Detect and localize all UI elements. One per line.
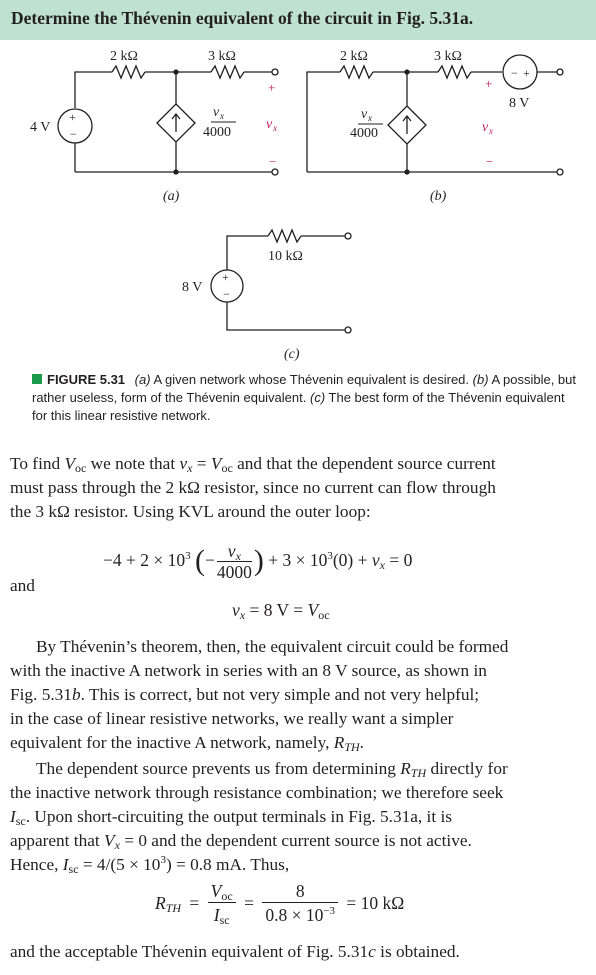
- svg-text:−: −: [223, 287, 230, 301]
- paragraph-2-line-3: Fig. 5.31b. This is correct, but not very simple and not very helpful;: [10, 685, 480, 704]
- paragraph-3-line-5: Hence, $I_{sc} = 4/(5 \times 10^3) = 0.8$ mA. Thus,: [10, 854, 290, 876]
- label-b: (b): [430, 189, 447, 204]
- label-c: (c): [284, 347, 300, 362]
- label-2k-b: 2 kΩ: [340, 49, 368, 64]
- closing-line: and the acceptable Thévenin equivalent of Fig. 5.31c is obtained.: [10, 942, 460, 961]
- resistor-3k-b: [438, 66, 471, 78]
- paragraph-2-line-5: equivalent for the inactive A network, namely, $R_{TH}$.: [10, 733, 364, 754]
- svg-text:−: −: [511, 66, 518, 80]
- paragraph-3-line-4: apparent that $V_x = 0$ and the dependent current source is not active.: [10, 831, 472, 852]
- paragraph-1-line-1: To find $V_{oc}$ we note that $v_x = V_{oc}$ and that the dependent source current: [10, 454, 496, 475]
- svg-text:+: +: [69, 110, 76, 124]
- svg-text:+: +: [268, 80, 276, 95]
- circuit-c: [211, 230, 351, 333]
- voltage-source-8v-b: [503, 55, 537, 89]
- caption-label: FIGURE 5.31: [47, 372, 126, 387]
- label-3k-a: 3 kΩ: [208, 49, 236, 64]
- resistor-3k-a: [211, 66, 244, 78]
- svg-text:v: v: [482, 120, 489, 135]
- figure-5-31: [0, 0, 596, 368]
- svg-text:x: x: [368, 113, 372, 123]
- paragraph-2-line-2: with the inactive A network in series with an 8 V source, as shown in: [10, 661, 487, 680]
- dep-den-a: 4000: [203, 125, 231, 140]
- equation-rth: $R_{TH}$ = $V_{oc}$ $I_{sc}$ = $\frac{8}{0.8 \times 10^{-3}}$ = 10 kΩ: [155, 881, 405, 927]
- label-4v: 4 V: [30, 120, 51, 135]
- svg-text:−: −: [70, 127, 77, 141]
- paragraph-3-line-3: $I_{sc}$. Upon short-circuiting the output terminals in Fig. 5.31a, it is: [10, 807, 452, 828]
- paragraph-1-line-3: the 3 kΩ resistor. Using KVL around the outer loop:: [10, 502, 371, 521]
- svg-text:x: x: [220, 111, 224, 121]
- paragraph-3-line-2: the inactive network through resistance combination; we therefore seek: [10, 783, 504, 802]
- label-8v-c: 8 V: [182, 280, 203, 295]
- paragraph-1-line-2: must pass through the 2 kΩ resistor, since no current can flow through: [10, 478, 496, 497]
- example-title: Determine the Thévenin equivalent of the circuit in Fig. 5.31a.: [11, 8, 474, 28]
- label-10k: 10 kΩ: [268, 249, 303, 264]
- label-3k-b: 3 kΩ: [434, 49, 462, 64]
- resistor-2k-a: [112, 66, 145, 78]
- equation-vx: $v_x = 8$ $V = V_{oc}$: [232, 600, 330, 622]
- figure-caption: FIGURE 5.31 (a) A given network whose Thévenin equivalent is desired. (b) A possible, but rather useless, form of the Thévenin equivalent. (c) The best form of the Thévenin equivalent for this linear resistive network.: [32, 372, 576, 423]
- paragraph-3-line-1: The dependent source prevents us from determining $R_{TH}$ directly for: [36, 759, 508, 780]
- svg-text:+: +: [222, 270, 229, 284]
- svg-text:v: v: [361, 107, 368, 122]
- circuit-a: [58, 66, 278, 175]
- svg-text:v: v: [266, 117, 273, 132]
- svg-text:+: +: [485, 76, 493, 91]
- svg-text:v: v: [213, 105, 220, 120]
- svg-text:x: x: [273, 123, 277, 133]
- svg-text:−: −: [269, 154, 277, 169]
- and-label: and: [10, 576, 35, 595]
- equation-kvl: $-4 + 2 \times 10^3$ (− $\frac{v_x}{4000}$ ) + $3 \times 10^3(0) + v_x = 0$: [103, 541, 413, 583]
- dep-den-b: 4000: [350, 126, 378, 141]
- label-8v-b: 8 V: [509, 96, 530, 111]
- label-a: (a): [163, 189, 180, 204]
- svg-text:−: −: [486, 154, 494, 169]
- resistor-2k-b: [340, 66, 373, 78]
- label-2k-a: 2 kΩ: [110, 49, 138, 64]
- svg-text:x: x: [489, 126, 493, 136]
- paragraph-2-line-4: in the case of linear resistive networks, we really want a simpler: [10, 709, 454, 728]
- svg-text:+: +: [523, 66, 530, 80]
- resistor-10k: [268, 230, 301, 242]
- caption-marker: [32, 374, 42, 384]
- paragraph-2-line-1: By Thévenin’s theorem, then, the equivalent circuit could be formed: [36, 637, 509, 656]
